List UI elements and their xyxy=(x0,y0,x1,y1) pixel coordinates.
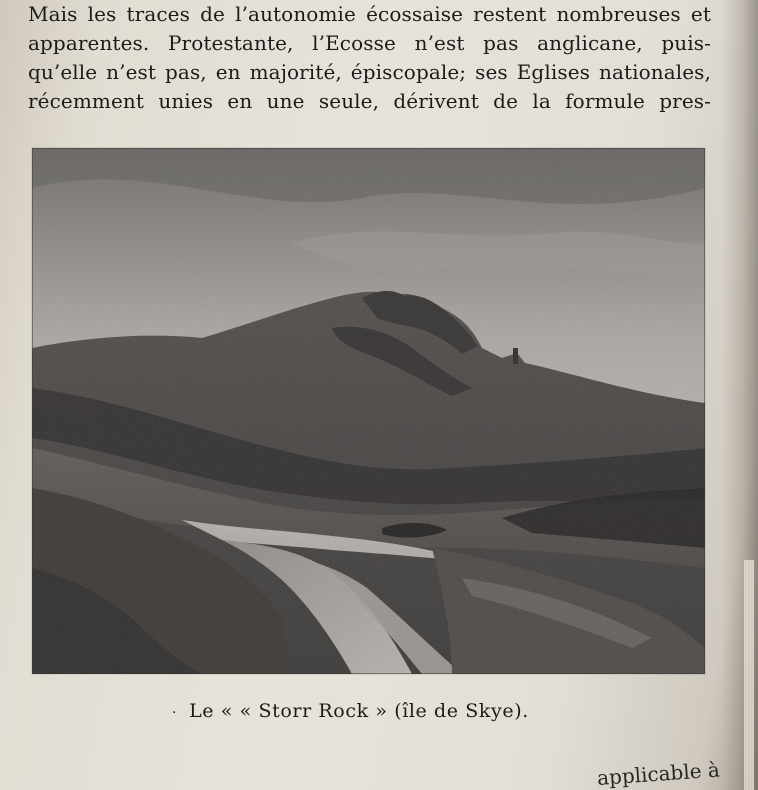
text-line: récemment unies en une seule, dérivent de la formule pres- xyxy=(28,89,711,113)
photo-illustration xyxy=(32,148,705,674)
next-line-fragment: applicable à xyxy=(596,757,721,790)
text-line: Mais les traces de l’autonomie écossaise restent nombreuses et xyxy=(28,2,711,26)
text-line: qu’elle n’est pas, en majorité, épiscopale; ses Eglises nationales, xyxy=(28,60,711,84)
page-edge xyxy=(744,560,754,790)
caption-mark: · xyxy=(172,705,178,721)
figure-caption xyxy=(172,700,592,722)
text-line: apparentes. Protestante, l’Ecosse n’est pas anglicane, puis- xyxy=(28,31,711,55)
body-paragraph xyxy=(28,0,711,116)
caption-text: Le « « Storr Rock » (île de Skye). xyxy=(189,700,529,722)
landscape-photo xyxy=(32,148,705,674)
